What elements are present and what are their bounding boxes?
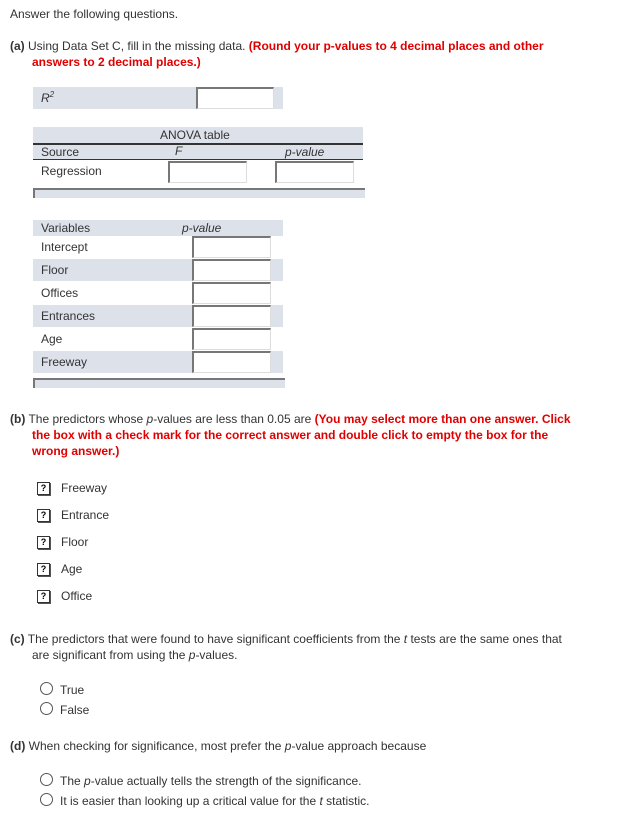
option-label: Age xyxy=(61,562,83,576)
variable-label: Age xyxy=(41,332,63,346)
q-note: (Round your p-values to 4 decimal places and other xyxy=(248,39,544,53)
q-b-note2: the box with a check mark for the correct answer and double click to empty the box for the xyxy=(32,428,549,442)
false-radio[interactable] xyxy=(40,702,53,715)
option1-radio[interactable] xyxy=(40,773,53,786)
option-label: Entrance xyxy=(61,508,110,522)
variable-label: Freeway xyxy=(41,355,88,369)
checkbox-office[interactable]: ? xyxy=(37,590,50,603)
variable-pvalue-input[interactable] xyxy=(192,236,271,258)
variable-label: Floor xyxy=(41,263,69,277)
variable-pvalue-input[interactable] xyxy=(192,351,271,373)
regression-pvalue-input[interactable] xyxy=(275,161,354,183)
variable-label: Entrances xyxy=(41,309,96,323)
question-d: (d) When checking for significance, most prefer the p-value approach because xyxy=(10,739,427,753)
intro-text: Answer the following questions. xyxy=(10,7,179,21)
q-note-cont: answers to 2 decimal places.) xyxy=(32,55,201,69)
question-b: (b) The predictors whose p-values are less than 0.05 are (You may select more than one answer. Click xyxy=(10,412,571,426)
question-a xyxy=(10,39,544,53)
question-c-cont: are significant from using the p-values. xyxy=(32,648,238,662)
variable-pvalue-input[interactable] xyxy=(192,282,271,304)
variable-pvalue-input[interactable] xyxy=(192,305,271,327)
true-label: True xyxy=(60,683,85,697)
false-label: False xyxy=(60,703,90,717)
anova-footer xyxy=(33,188,365,198)
r2-input[interactable] xyxy=(196,87,274,109)
checkbox-floor[interactable]: ? xyxy=(37,536,50,549)
f-input[interactable] xyxy=(168,161,247,183)
q-b-note3: wrong answer.) xyxy=(32,444,120,458)
q-label: (a) xyxy=(10,39,25,53)
option2-radio[interactable] xyxy=(40,793,53,806)
anova-title: ANOVA table xyxy=(160,128,230,142)
vars-pvalue-header: p-value xyxy=(182,221,222,235)
variable-label: Intercept xyxy=(41,240,88,254)
option1-label: The p-value actually tells the strength of the significance. xyxy=(60,774,362,788)
q-text: Using Data Set C, fill in the missing data. xyxy=(28,39,246,53)
variable-pvalue-input[interactable] xyxy=(192,328,271,350)
source-header: Source xyxy=(41,145,80,159)
checkbox-age[interactable]: ? xyxy=(37,563,50,576)
checkbox-freeway[interactable]: ? xyxy=(37,482,50,495)
option-label: Office xyxy=(61,589,93,603)
variable-pvalue-input[interactable] xyxy=(192,259,271,281)
f-header: F xyxy=(175,144,183,158)
true-radio[interactable] xyxy=(40,682,53,695)
variables-header: Variables xyxy=(41,221,91,235)
pvalue-header: p-value xyxy=(285,145,325,159)
checkbox-entrance[interactable]: ? xyxy=(37,509,50,522)
option-label: Floor xyxy=(61,535,89,549)
vars-footer xyxy=(33,378,285,388)
question-c: (c) The predictors that were found to have significant coefficients from the t tests are the same ones that xyxy=(10,632,562,646)
r2-label: $R^2$ xyxy=(41,90,55,105)
regression-label: Regression xyxy=(41,164,102,178)
option-label: Freeway xyxy=(61,481,108,495)
variable-label: Offices xyxy=(41,286,79,300)
option2-label: It is easier than looking up a critical value for the t statistic. xyxy=(60,794,370,808)
